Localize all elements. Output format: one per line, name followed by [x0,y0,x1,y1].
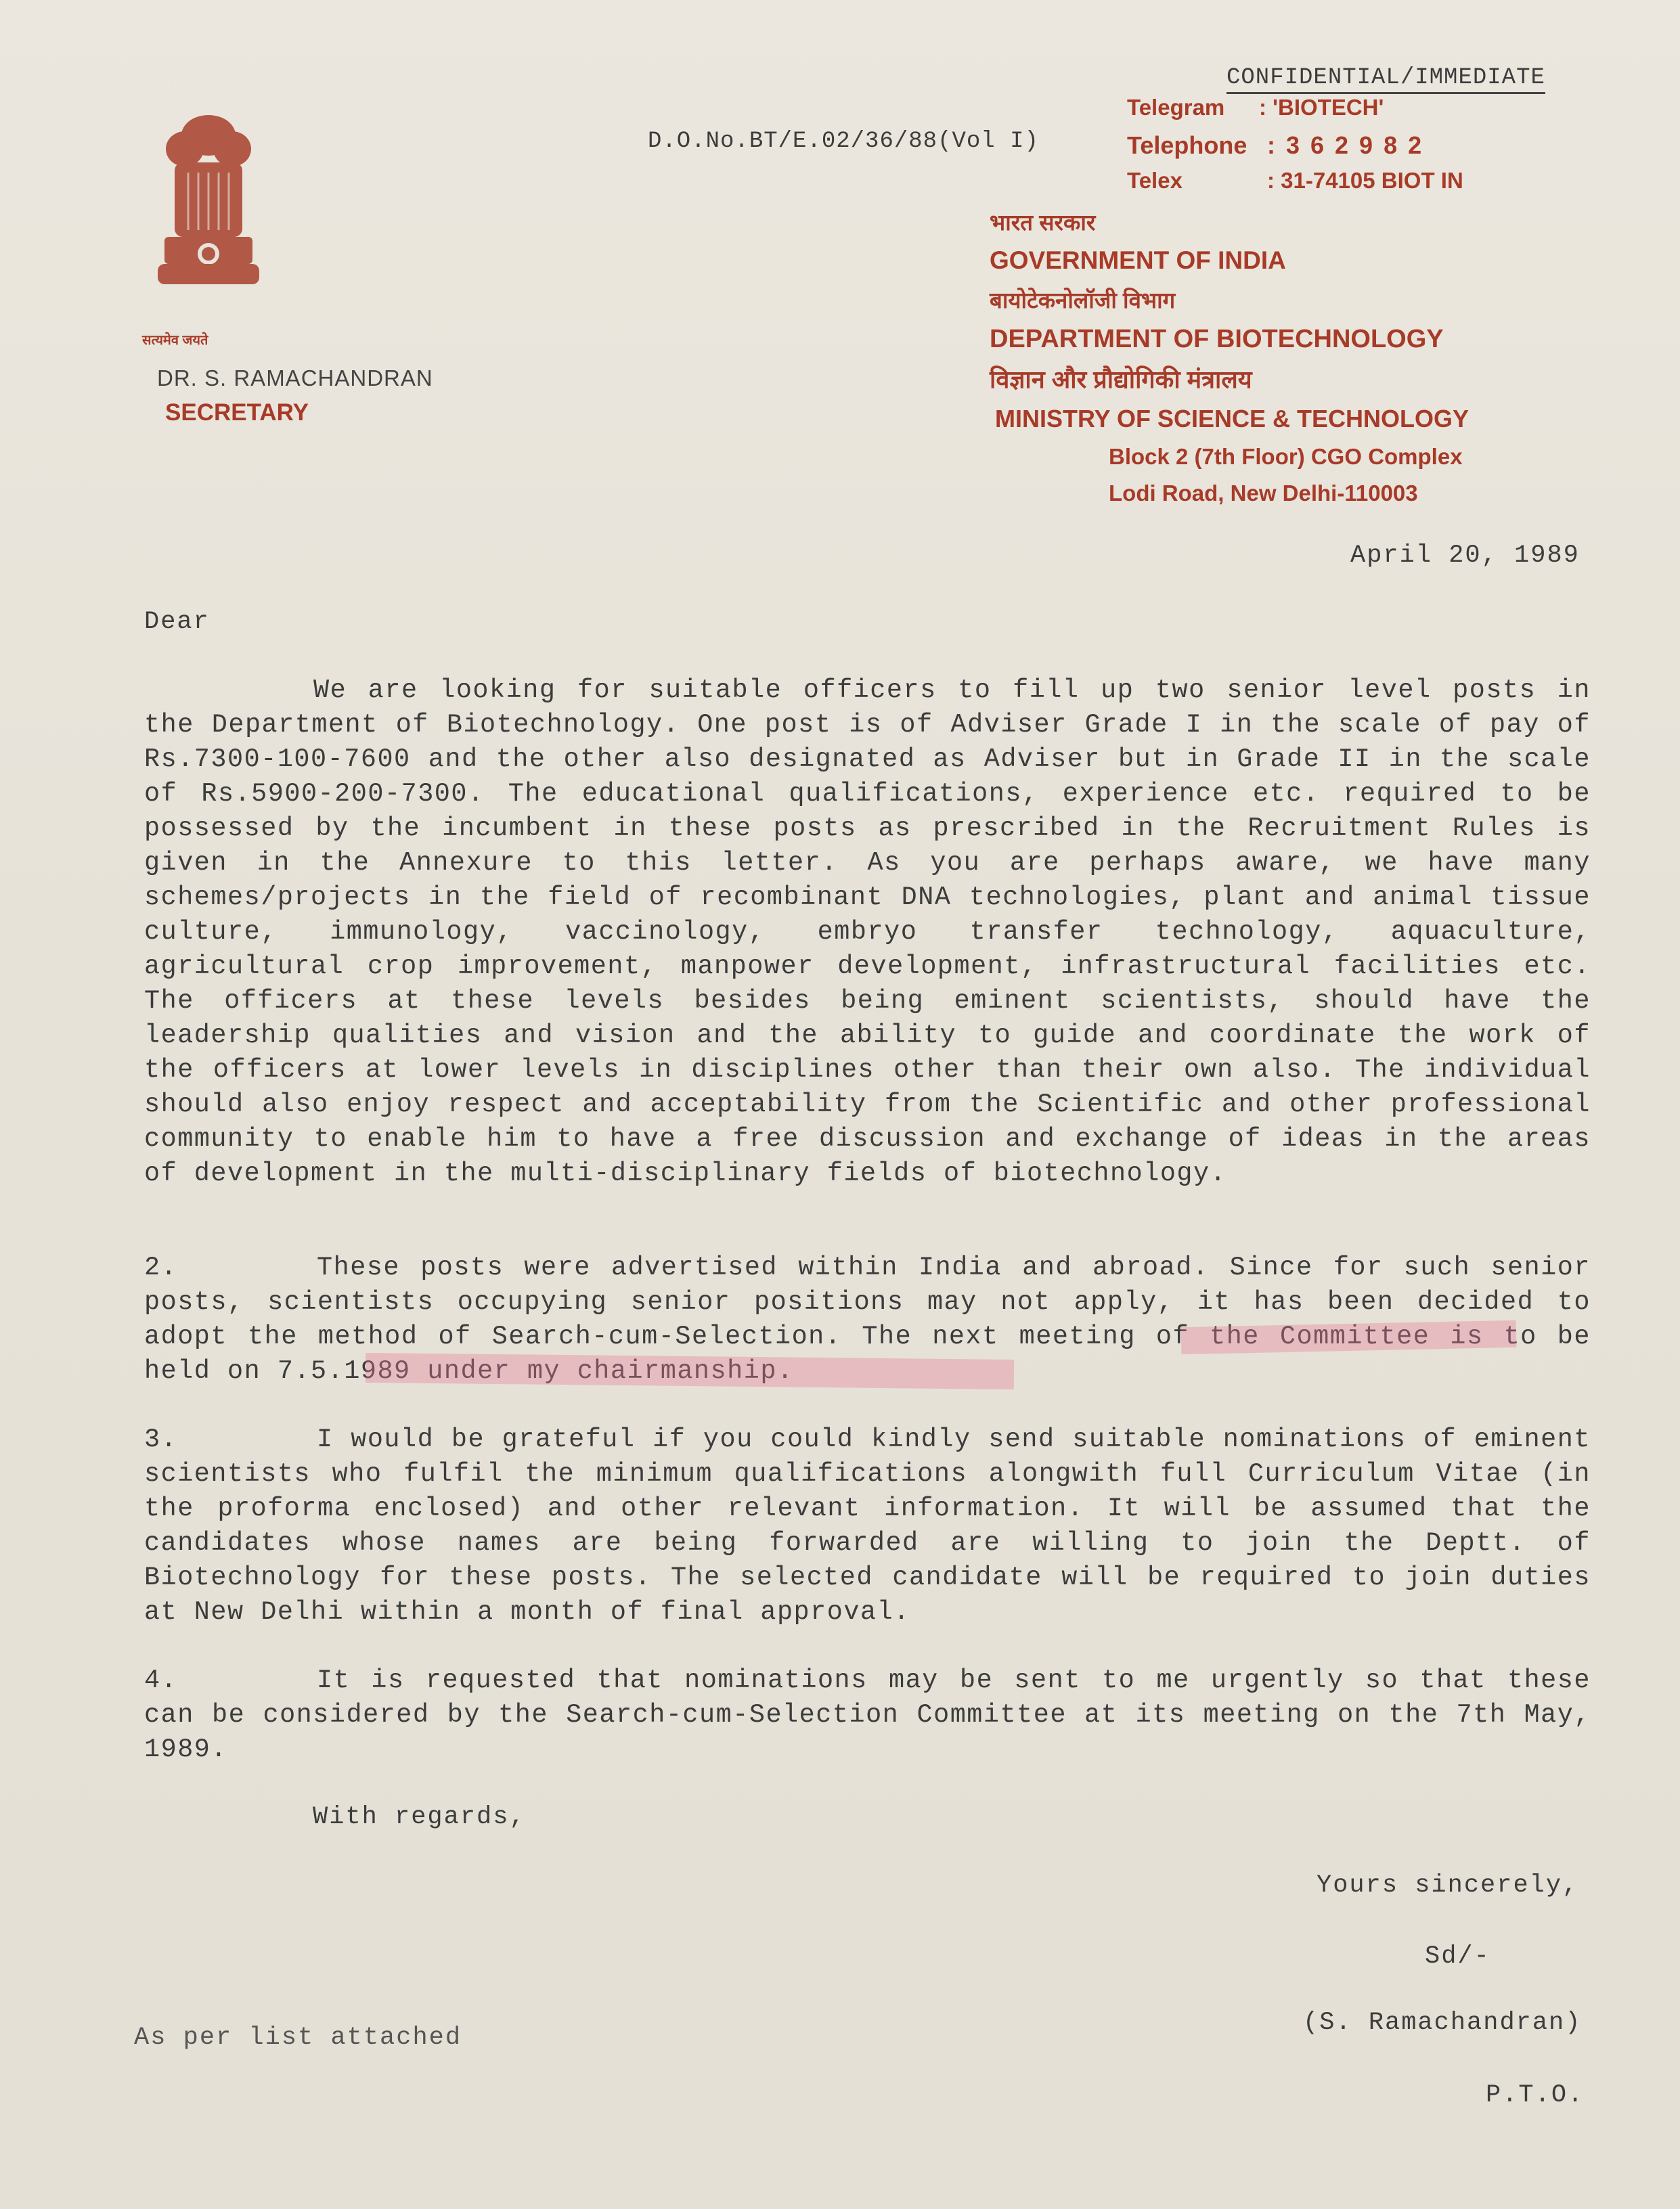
with-regards: With regards, [313,1803,526,1831]
salutation: Dear [144,608,210,636]
telegram-value: : 'BIOTECH' [1259,95,1384,120]
address-line-2: Lodi Road, New Delhi-110003 [1109,481,1418,506]
paragraph-4 [144,1664,1591,1767]
paragraph-4-text: It is requested that nominations may be sent to me urgently so that these can be considered by the Search-cum-Selection Committee at its meeting on the 7th May, 1989. [144,1666,1591,1764]
sender-title: SECRETARY [165,399,309,426]
hindi-ministry: विज्ञान और प्रौद्योगिकी मंत्रालय [990,365,1252,393]
telephone-value: : 3 6 2 9 8 2 [1267,131,1424,159]
telephone-label: Telephone [1127,131,1247,159]
yours-sincerely: Yours sincerely, [1317,1871,1579,1900]
hindi-department: बायोटेकनोलॉजी विभाग [990,288,1176,313]
paragraph-4-number: 4. [144,1666,178,1695]
letter-date: April 20, 1989 [1350,541,1580,570]
pto-note: P.T.O. [1486,2081,1585,2110]
government-of-india: GOVERNMENT OF INDIA [990,246,1286,274]
signatory-name: (S. Ramachandran) [1303,2009,1582,2037]
paragraph-1-text: We are looking for suitable officers to fill up two senior level posts in the Department of Biotechnology. One post is of Adviser Grade I in the scale of pay of Rs.7300-100-7600 and the other also designated as Adviser but in Grade II in the scale of Rs.5900-200-7300. The educational qualifications, experience etc. required to be possessed by the incumbent in these posts as prescribed in the Recruitment Rules is given in the Annexure to this letter. As you are perhaps aware, we have many schemes/projects in the field of recombinant DNA technologies, plant and animal tissue culture, immunology, vaccinology, embryo transfer technology, aquaculture, agricultural crop improvement, manpower development, infrastructural facilities etc. The officers at these levels besides being eminent scientists, should have the leadership qualities and vision and the ability to guide and coordinate the work of the officers at lower levels in disciplines other than their own also. The individual should also enjoy respect and acceptability from the Scientific and other professional community to enable him to have a free discussion and exchange of ideas in the areas of development in the multi-disciplinary fields of biotechnology. [144,675,1591,1188]
paragraph-3 [144,1423,1591,1630]
state-emblem-icon [148,108,269,338]
ministry-of-science: MINISTRY OF SCIENCE & TECHNOLOGY [995,405,1469,432]
file-number: D.O.No.BT/E.02/36/88(Vol I) [648,129,1039,154]
hindi-government: भारत सरकार [990,210,1096,235]
paragraph-3-text: I would be grateful if you could kindly send suitable nominations of eminent scientists who fulfil the minimum qualifications alongwith full Curriculum Vitae (in the proforma enclosed) and other relevant information. It will be assumed that the candidates whose names are being forwarded are willing to join the Deptt. of Biotechnology for these posts. The selected candidate will be required to join duties at New Delhi within a month of final approval. [144,1425,1591,1627]
telex-value: : 31-74105 BIOT IN [1267,168,1463,193]
paragraph-3-number: 3. [144,1425,178,1454]
address-line-1: Block 2 (7th Floor) CGO Complex [1109,444,1463,469]
signature-sd: Sd/- [1425,1942,1490,1971]
distribution-note: As per list attached [134,2024,462,2052]
telegram-label: Telegram [1127,95,1225,120]
paragraph-2-number: 2. [144,1253,178,1282]
sender-name: DR. S. RAMACHANDRAN [157,365,433,391]
telex-label: Telex [1127,168,1182,193]
paragraph-2-text: These posts were advertised within India and abroad. Since for such senior posts, scientists occupying senior positions may not apply, it has been decided to adopt the method of Search-cum-Selection. The next meeting of the Committee is to be held on 7.5.1989 under my chairmanship. [144,1253,1591,1386]
paragraph-1 [144,673,1591,1191]
department-of-biotechnology: DEPARTMENT OF BIOTECHNOLOGY [990,325,1444,353]
emblem-motto: सत्यमेव जयते [142,333,208,348]
confidential-label: CONFIDENTIAL/IMMEDIATE [1226,65,1545,94]
